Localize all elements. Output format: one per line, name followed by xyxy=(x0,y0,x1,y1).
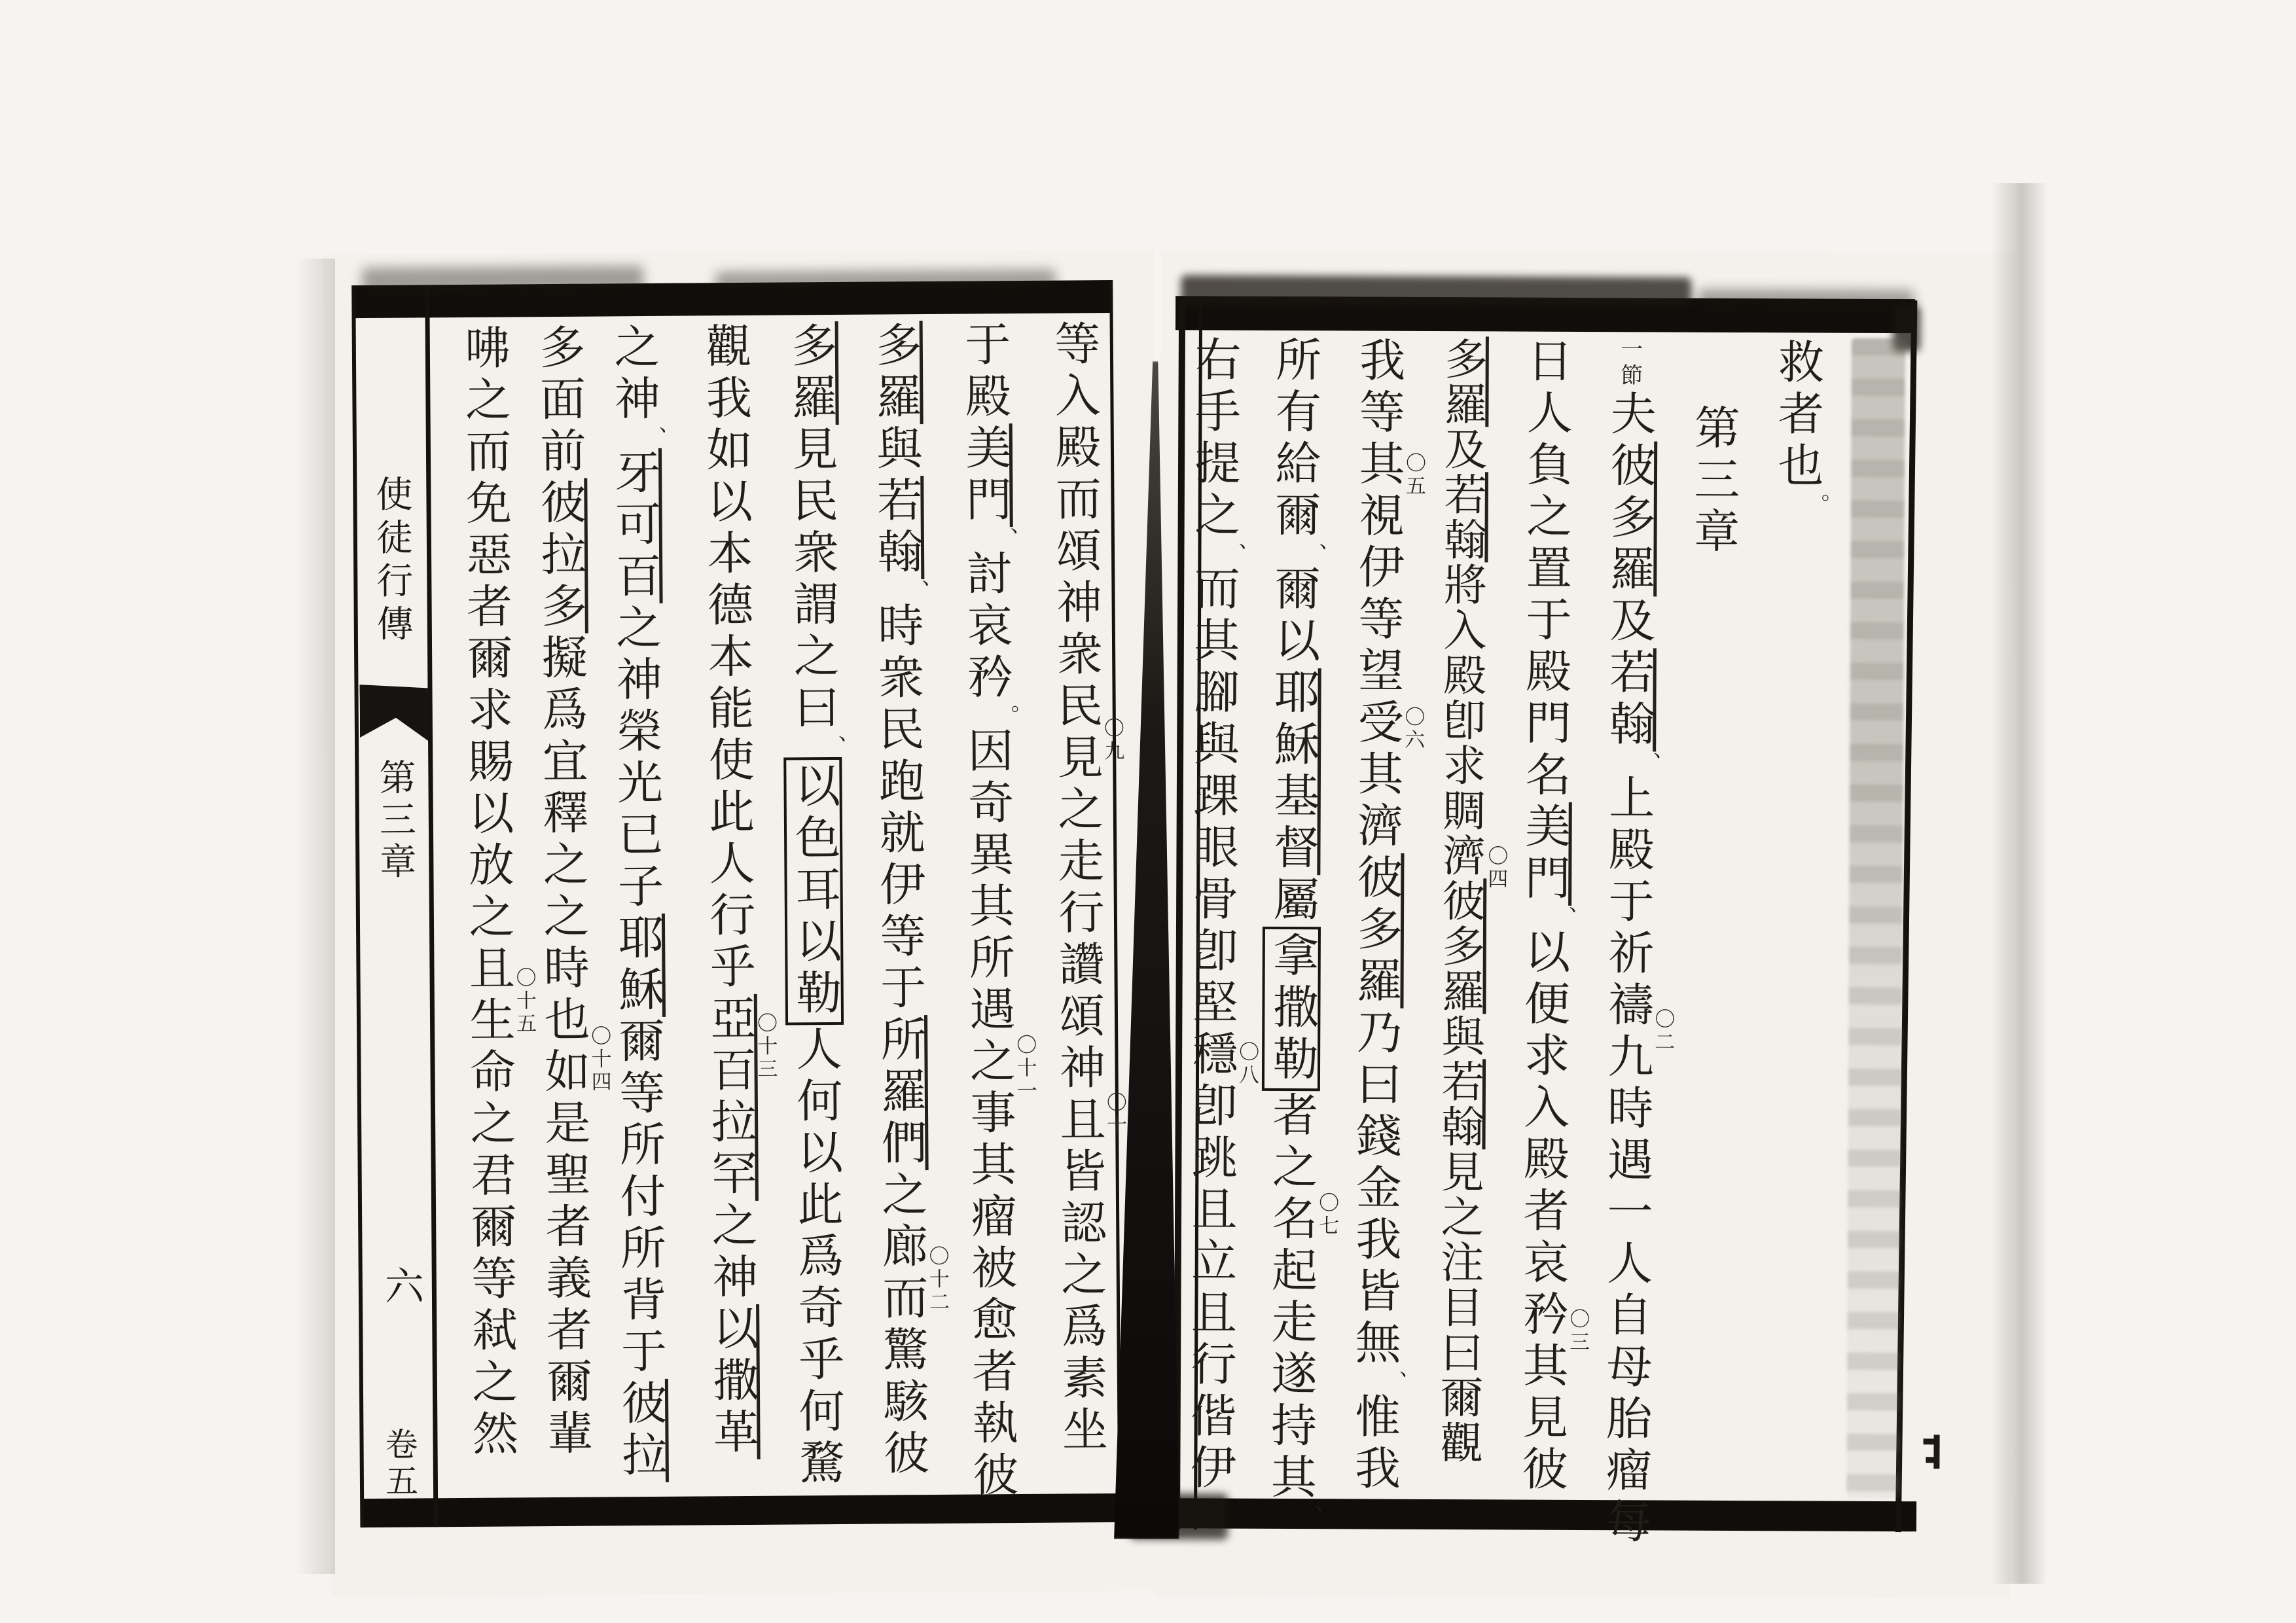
ink-smudge xyxy=(1181,275,1691,307)
punctuation-mark: 、 xyxy=(1381,1370,1407,1393)
verse-number-marker: 〇八 xyxy=(1235,1041,1259,1087)
verse-label: 一節 xyxy=(1617,337,1641,390)
verse-number-marker: 〇九 xyxy=(1100,717,1124,764)
column-text: 人何以此爲奇乎何騖 xyxy=(789,1024,844,1491)
column-text: 于殿 xyxy=(958,320,1009,424)
ink-bleed-strip xyxy=(1846,338,1905,1498)
ink-smudge xyxy=(362,266,643,294)
punctuation-mark: 。 xyxy=(994,704,1018,727)
proper-noun-mark: 耶穌 xyxy=(611,914,666,1018)
text-column xyxy=(1429,336,1508,1493)
proper-noun-mark: 所羅們 xyxy=(874,1015,929,1171)
column-text: 與 xyxy=(1435,1013,1483,1060)
column-text: 時衆民跑就伊等于 xyxy=(870,601,924,1016)
verse-number-marker: 〇七 xyxy=(1315,1192,1339,1238)
text-column xyxy=(956,320,1037,1503)
column-text: 所有給爾 xyxy=(1268,335,1319,543)
column-text: 多面前 xyxy=(532,323,584,479)
column-text: 之廊而驚駭彼 xyxy=(874,1170,927,1481)
column-text: 之神榮光已子 xyxy=(609,603,662,914)
column-text: 觀我如以本德本能使此人行乎 xyxy=(698,321,754,995)
verse-number-marker: 〇五 xyxy=(1402,452,1426,498)
column-text: 以便求入殿者哀矜其見彼 xyxy=(1515,927,1568,1497)
proper-noun-mark: 彼多羅 xyxy=(1435,878,1486,1014)
proper-noun-mark: 以撒革 xyxy=(706,1304,761,1460)
proper-noun-mark: 彼多羅 xyxy=(1350,853,1404,1008)
text-column xyxy=(782,321,845,1492)
proper-noun-mark: 牙可百 xyxy=(608,448,663,604)
page-corner-fragment xyxy=(1933,1435,1939,1469)
punctuation-mark: 、 xyxy=(1551,905,1576,928)
verse-number-marker: 〇二 xyxy=(1651,1008,1675,1054)
text-column xyxy=(1345,336,1426,1496)
volume-label: 卷五 xyxy=(380,1427,418,1501)
ink-smudge xyxy=(1698,289,1914,310)
verse-number-marker: 〇十四 xyxy=(588,1025,611,1094)
column-text: 夫 xyxy=(1604,389,1655,442)
proper-noun-mark: 彼多羅 xyxy=(1603,441,1657,596)
right-page-text-block xyxy=(1161,250,2015,1550)
proper-noun-box: 拿撒勒 xyxy=(1262,927,1321,1091)
verse-number-marker: 〇三 xyxy=(1566,1308,1590,1355)
column-text: 右手提之 xyxy=(1187,335,1239,543)
verse-number-marker: 〇十 xyxy=(1103,1091,1127,1138)
column-text: 惟我 xyxy=(1348,1392,1399,1496)
verse-number-marker: 〇十五 xyxy=(512,967,537,1036)
text-column xyxy=(1596,337,1675,1550)
column-text: 之神 xyxy=(704,1200,757,1305)
proper-noun-box: 以色耳以勒 xyxy=(783,757,844,1026)
column-text: 擬爲宜釋之之時也如是聖者義者爾輩 xyxy=(534,633,591,1461)
ink-smudge xyxy=(715,270,1056,292)
text-column xyxy=(696,321,778,1493)
proper-noun-mark: 若翰 xyxy=(1437,472,1488,562)
right-page xyxy=(1156,250,2016,1599)
proper-noun-mark: 多羅 xyxy=(1437,336,1489,427)
verse-number-marker: 〇六 xyxy=(1401,705,1425,752)
verse-number-marker: 〇十一 xyxy=(1013,1033,1037,1103)
fishtail-mark xyxy=(359,684,429,742)
left-page xyxy=(323,249,1163,1597)
column-text: 與 xyxy=(869,424,921,476)
column-text: 而其腳與踝眼骨卽堅穩卽跳且立且行偕伊 xyxy=(1183,564,1238,1495)
proper-noun-mark: 多羅 xyxy=(869,321,924,425)
punctuation-mark: 、 xyxy=(1636,751,1660,774)
text-column xyxy=(1764,338,1829,1494)
text-column xyxy=(1513,336,1590,1497)
proper-noun-mark: 亞百拉罕 xyxy=(704,994,759,1202)
column-text: 屬 xyxy=(1266,874,1318,927)
punctuation-mark: 、 xyxy=(904,579,929,602)
column-text: 上殿于祈禱九時遇一人自母胎瘤每 xyxy=(1598,774,1653,1550)
proper-noun-mark: 耶穌基督 xyxy=(1266,668,1321,875)
punctuation-mark: 。 xyxy=(1804,493,1829,516)
column-text: 爾等所付所背于 xyxy=(612,1016,665,1380)
text-column xyxy=(1181,335,1259,1495)
left-page-right-border xyxy=(1109,280,1121,1522)
punctuation-mark: 、 xyxy=(992,527,1018,550)
text-column xyxy=(605,323,668,1493)
column-text: 我等其視伊等望受其濟 xyxy=(1350,336,1403,853)
column-text: 討哀矜 xyxy=(960,549,1011,705)
text-column xyxy=(1261,335,1339,1527)
column-text: 將入殿卽求賙濟 xyxy=(1435,562,1485,879)
proper-noun-mark: 彼拉多 xyxy=(533,478,588,634)
page-number: 六 xyxy=(379,1265,423,1305)
column-text: 爾以 xyxy=(1267,564,1319,669)
column-text: 及 xyxy=(1602,596,1654,649)
left-page-outer-border xyxy=(351,285,364,1527)
proper-noun-mark: 美門 xyxy=(1518,802,1572,906)
scan-edge-shadow xyxy=(296,259,335,1574)
text-column xyxy=(530,323,611,1494)
column-text: 之神 xyxy=(607,322,658,427)
punctuation-mark: 、 xyxy=(1221,542,1246,565)
verse-number-marker: 〇十三 xyxy=(753,1012,778,1081)
text-column xyxy=(1680,404,1740,1494)
column-text: 救者也 xyxy=(1770,338,1822,493)
column-text: 見之注目曰爾觀 xyxy=(1433,1149,1482,1466)
banxin-divider-line xyxy=(425,285,438,1527)
verse-number-marker: 〇四 xyxy=(1484,845,1508,891)
text-column xyxy=(867,321,950,1491)
punctuation-mark: 、 xyxy=(821,734,846,758)
column-text: 乃曰錢金我皆無 xyxy=(1348,1008,1401,1370)
column-text: 因奇異其所遇之事其瘤被愈者執彼 xyxy=(960,726,1017,1503)
column-text: 見民衆謂之曰 xyxy=(785,424,838,736)
column-text: 咈之而免惡者爾求賜以放之且生命之君爾等弒之然 xyxy=(457,323,516,1461)
proper-noun-mark: 若翰 xyxy=(1602,648,1657,751)
column-text: 者之名起走遂持其 xyxy=(1264,1090,1316,1505)
column-text: 及 xyxy=(1437,427,1486,473)
proper-noun-mark: 若翰 xyxy=(1434,1059,1486,1149)
text-column xyxy=(1045,319,1127,1490)
chapter-tab: 第三章 xyxy=(374,758,416,884)
column-text: 第三章 xyxy=(1687,403,1738,560)
column-text: 日人負之置于殿門名 xyxy=(1518,336,1571,802)
punctuation-mark: 、 xyxy=(1301,543,1326,565)
proper-noun-mark: 多羅 xyxy=(785,321,839,425)
scan-edge-shadow xyxy=(1991,183,2047,1584)
running-title: 使徒行傳 xyxy=(370,474,413,648)
proper-noun-mark: 彼拉 xyxy=(615,1379,669,1483)
column-text: 等入殿而頌神衆民見之走行讚頌神且皆認之爲素坐 xyxy=(1047,319,1106,1457)
punctuation-mark: 、 xyxy=(1297,1505,1322,1527)
proper-noun-mark: 若翰 xyxy=(870,476,924,580)
punctuation-mark: 、 xyxy=(641,425,666,449)
proper-noun-mark: 美門 xyxy=(959,423,1013,527)
verse-number-marker: 〇十二 xyxy=(925,1245,950,1315)
text-column xyxy=(456,323,537,1494)
